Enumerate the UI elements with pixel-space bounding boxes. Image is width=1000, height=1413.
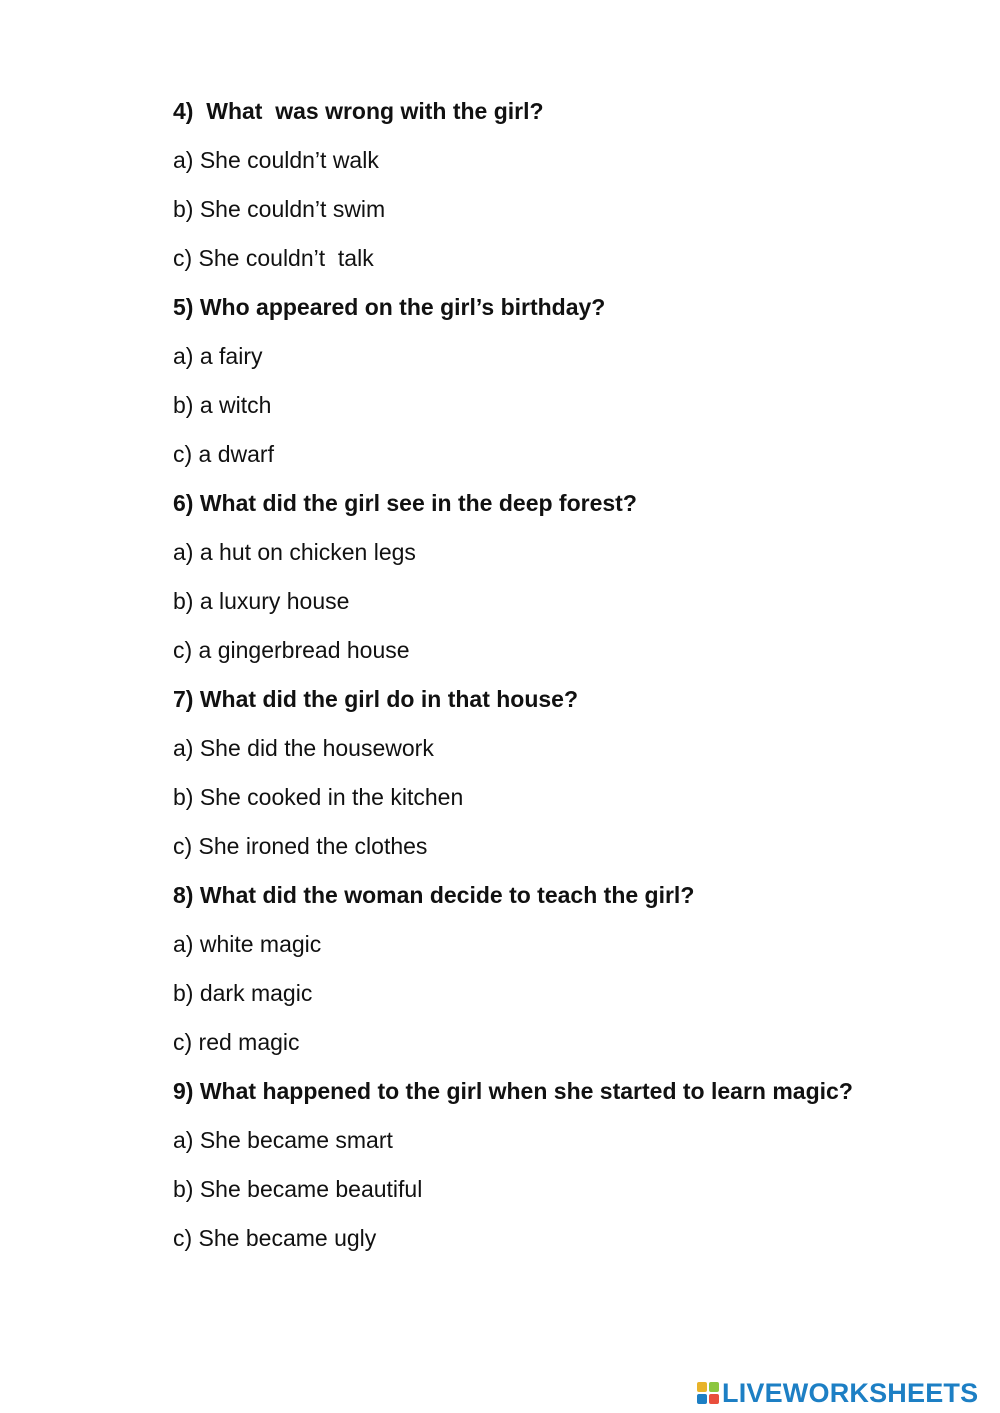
question-block (173, 877, 953, 1073)
liveworksheets-logo[interactable] (697, 1376, 978, 1410)
question-text: 7) What did the girl do in that house? (173, 686, 579, 712)
question-block (173, 93, 953, 289)
question-text: 9) What happened to the girl when she started to learn magic? (173, 1078, 853, 1104)
answer-option: c) red magic (173, 1029, 300, 1055)
logo-square-red (709, 1394, 719, 1404)
question-block (173, 1073, 953, 1269)
answer-option: c) a gingerbread house (173, 637, 410, 663)
answer-option: b) She became beautiful (173, 1176, 423, 1202)
answer-option: c) She couldn’t talk (173, 245, 374, 271)
answer-option: a) She couldn’t walk (173, 147, 379, 173)
question-block (173, 681, 953, 877)
liveworksheets-logo-icon (697, 1382, 719, 1404)
question-block (173, 485, 953, 681)
answer-option: c) She ironed the clothes (173, 833, 428, 859)
answer-option: a) a hut on chicken legs (173, 539, 416, 565)
logo-square-blue (697, 1394, 707, 1404)
question-text: 8) What did the woman decide to teach the girl? (173, 882, 695, 908)
answer-option: b) a witch (173, 392, 272, 418)
answer-option: b) She couldn’t swim (173, 196, 386, 222)
answer-option: c) a dwarf (173, 441, 274, 467)
logo-square-yellow (697, 1382, 707, 1392)
question-text: 4) What was wrong with the girl? (173, 98, 544, 124)
question-text: 5) Who appeared on the girl’s birthday? (173, 294, 606, 320)
answer-option: b) dark magic (173, 980, 313, 1006)
answer-option: a) She became smart (173, 1127, 393, 1153)
logo-text: LIVEWORKSHEETS (722, 1377, 979, 1408)
quiz-list (173, 93, 953, 1269)
answer-option: a) She did the housework (173, 735, 434, 761)
answer-option: b) a luxury house (173, 588, 350, 614)
answer-option: b) She cooked in the kitchen (173, 784, 464, 810)
answer-option: c) She became ugly (173, 1225, 377, 1251)
answer-option: a) white magic (173, 931, 322, 957)
answer-option: a) a fairy (173, 343, 263, 369)
logo-square-green (709, 1382, 719, 1392)
question-text: 6) What did the girl see in the deep forest? (173, 490, 637, 516)
question-block (173, 289, 953, 485)
